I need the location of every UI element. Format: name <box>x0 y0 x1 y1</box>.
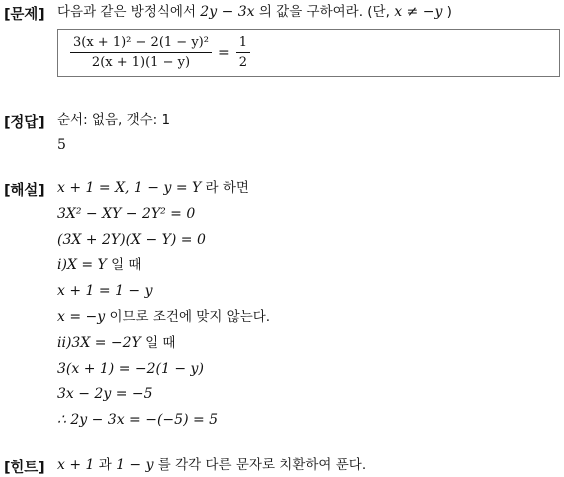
lhs-fraction <box>70 35 212 71</box>
problem-suffix: ) <box>442 4 452 20</box>
equals-sign: = <box>217 45 230 61</box>
solution-math: x + 1 = X, 1 − y = Y <box>57 180 202 196</box>
solution-line <box>57 179 249 197</box>
solution-math: i)X = Y <box>57 257 107 273</box>
solution-text: 이므로 조건에 맞지 않는다. <box>105 309 271 325</box>
hint-math-2: 1 − y <box>116 457 154 473</box>
problem-prefix: 다음과 같은 방정식에서 <box>57 4 201 20</box>
equation-box <box>57 29 560 77</box>
solution-math: ii)3X = −2Y <box>57 335 141 351</box>
solution-math: 3X² − XY − 2Y² = 0 <box>57 206 196 222</box>
answer-meta: 순서: 없음, 갯수: 1 <box>57 112 171 128</box>
solution-line <box>57 334 175 352</box>
solution-math: x = −y <box>57 309 106 325</box>
solution-math: x + 1 = 1 − y <box>57 283 153 299</box>
hint-math-1: x + 1 <box>57 457 95 473</box>
rhs-numerator: 1 <box>236 35 250 53</box>
hint-body: 를 각각 다른 문자로 치환하여 푼다. <box>153 457 367 473</box>
equation <box>70 35 250 71</box>
solution-text: 일 때 <box>106 257 142 273</box>
rhs-denominator: 2 <box>238 55 247 70</box>
hint-mid: 과 <box>94 457 117 473</box>
solution-text: 일 때 <box>140 335 176 351</box>
hint-text <box>57 456 366 474</box>
hint-tag: [힌트] <box>4 460 45 476</box>
answer-value: 5 <box>57 137 66 153</box>
problem-statement <box>57 3 452 21</box>
solution-math: 3(x + 1) = −2(1 − y) <box>57 361 204 377</box>
problem-middle: 의 값을 구하여라. (단, <box>254 4 395 20</box>
answer-tag: [정답] <box>4 115 45 131</box>
solution-math: ∴ 2y − 3x = −(−5) = 5 <box>57 412 219 428</box>
rhs-fraction <box>236 35 250 71</box>
problem-condition: x ≠ −y <box>394 4 443 20</box>
lhs-denominator: 2(x + 1)(1 − y) <box>91 55 191 70</box>
solution-line <box>57 308 270 326</box>
solution-line <box>57 256 141 274</box>
solution-math: (3X + 2Y)(X − Y) = 0 <box>57 232 206 248</box>
solution-math: 3x − 2y = −5 <box>57 386 153 402</box>
solution-text: 라 하면 <box>201 180 249 196</box>
solution-line <box>57 360 204 378</box>
solution-line <box>57 411 218 429</box>
solution-line <box>57 205 195 223</box>
solution-line <box>57 282 153 300</box>
lhs-numerator: 3(x + 1)² − 2(1 − y)² <box>70 35 212 53</box>
problem-expression: 2y − 3x <box>200 4 255 20</box>
solution-line <box>57 231 206 249</box>
problem-tag: [문제] <box>4 7 45 23</box>
solution-line <box>57 385 153 403</box>
solution-tag: [해설] <box>4 183 45 199</box>
